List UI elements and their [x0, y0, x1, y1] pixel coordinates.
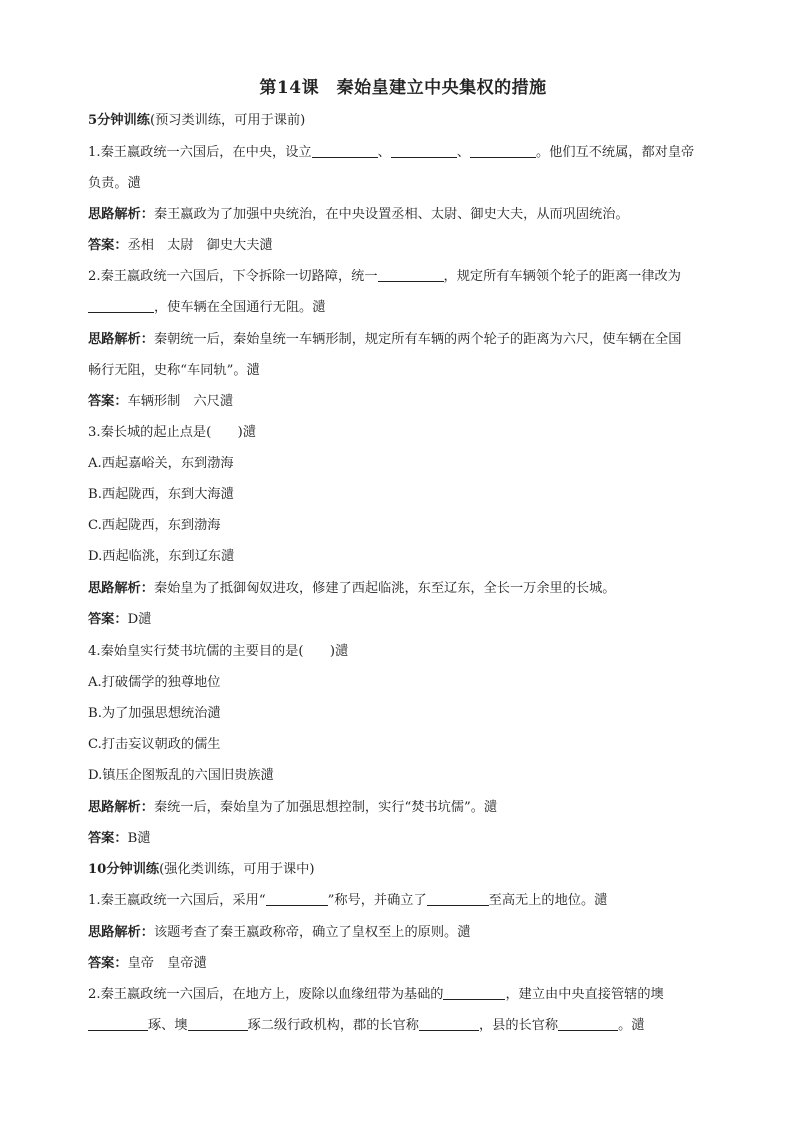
analysis-text: 该题考查了秦王嬴政称帝，确立了皇权至上的原则。瀢 — [153, 925, 471, 940]
question-1 — [88, 143, 694, 163]
option-d: D.镇压企图叛乱的六国旧贵族瀢 — [88, 768, 274, 783]
blank — [470, 143, 536, 158]
answer-2 — [88, 392, 233, 412]
answer-label: 答案： — [88, 394, 128, 409]
blank — [391, 143, 457, 158]
analysis-label: 思路解析： — [88, 925, 154, 940]
option-a: A.打破儒学的独尊地位 — [88, 675, 221, 690]
question-text: ，建立由中央直接管辖的墺 — [505, 987, 664, 1002]
analysis-text: 秦始皇为了抵御匈奴进攻，修建了西起临洮，东至辽东，全长一万余里的长城。 — [153, 581, 616, 596]
section-heading: 5分钟训练 — [88, 113, 150, 128]
answer-label: 答案： — [88, 956, 128, 971]
analysis-5 — [88, 923, 470, 943]
separator: 、 — [377, 145, 391, 160]
question-text: 。瀢 — [618, 1018, 645, 1033]
answer-1 — [88, 236, 273, 256]
blank — [378, 267, 444, 282]
answer-text: 皇帝 皇帝瀢 — [127, 956, 207, 971]
question-text: 琢二级行政机构，郡的长官称 — [247, 1018, 419, 1033]
analysis-label: 思路解析： — [88, 800, 154, 815]
question-text: ，县的长官称 — [479, 1018, 559, 1033]
option-d: D.西起临洮，东到辽东瀢 — [88, 549, 235, 564]
analysis-label: 思路解析： — [88, 581, 154, 596]
question-text: ”称号，并确立了 — [327, 893, 427, 908]
section-heading-5min — [88, 111, 305, 131]
question-text: 。他们互不统属，都对皇帝 — [535, 145, 695, 160]
section-heading: 10分钟训练 — [88, 862, 160, 877]
blank — [312, 143, 378, 158]
blank — [88, 298, 154, 313]
separator: 、 — [456, 145, 470, 160]
option-c: C.打击妄议朝政的儒生 — [88, 737, 221, 752]
answer-label: 答案： — [88, 612, 128, 627]
question-text: 琢、墺 — [148, 1018, 188, 1033]
question-2-continued — [88, 298, 325, 318]
analysis-3 — [88, 579, 616, 599]
section-subtitle: (预习类训练，可用于课前) — [149, 113, 306, 128]
answer-text: 车辆形制 六尺瀢 — [127, 394, 234, 409]
analysis-2 — [88, 330, 681, 350]
blank — [443, 985, 505, 1000]
analysis-text: 秦王嬴政为了加强中央统治，在中央设置丞相、太尉、御史大夫，从而巩固统治。 — [153, 207, 629, 222]
question-text: 至高无上的地位。瀢 — [488, 893, 608, 908]
answer-text: 丞相 太尉 御史大夫瀢 — [127, 238, 273, 253]
question-6 — [88, 985, 664, 1005]
analysis-2-continued: 畅行无阻，史称“车同轨”。瀢 — [88, 363, 260, 378]
question-text: ，使车辆在全国通行无阻。瀢 — [154, 300, 326, 315]
option-c: C.西起陇西，东到渤海 — [88, 518, 221, 533]
analysis-label: 思路解析： — [88, 332, 154, 347]
analysis-1 — [88, 205, 629, 225]
answer-3 — [88, 610, 151, 630]
section-heading-10min — [88, 860, 314, 880]
section-subtitle: (强化类训练，可用于课中) — [159, 862, 315, 877]
option-b: B.为了加强思想统治瀢 — [88, 706, 221, 721]
question-text: 1.秦王嬴政统一六国后，在中央，设立 — [88, 145, 312, 160]
answer-label: 答案： — [88, 831, 128, 846]
answer-4 — [88, 829, 150, 849]
question-text: 2.秦王嬴政统一六国后，在地方上，废除以血缘纽带为基础的 — [88, 987, 444, 1002]
analysis-text: 秦统一后，秦始皇为了加强思想控制，实行“焚书坑儒”。瀢 — [153, 800, 498, 815]
question-6-continued — [88, 1016, 645, 1036]
blank — [419, 1016, 479, 1031]
answer-label: 答案： — [88, 238, 128, 253]
option-b: B.西起陇西，东到大海瀢 — [88, 487, 234, 502]
answer-text: D瀢 — [127, 612, 152, 627]
question-4: 4.秦始皇实行焚书坑儒的主要目的是( )瀢 — [88, 644, 349, 659]
question-2 — [88, 267, 681, 287]
answer-5 — [88, 954, 207, 974]
blank — [188, 1016, 248, 1031]
question-text: 2.秦王嬴政统一六国后，下令拆除一切路障，统一 — [88, 269, 378, 284]
blank — [558, 1016, 618, 1031]
question-3: 3.秦长城的起止点是( )瀢 — [88, 425, 256, 440]
blank — [427, 891, 489, 906]
question-5 — [88, 891, 607, 911]
analysis-label: 思路解析： — [88, 207, 154, 222]
blank — [88, 1016, 148, 1031]
question-1-continued: 负责。瀢 — [88, 176, 141, 191]
lesson-title: 第14课 秦始皇建立中央集权的措施 — [259, 78, 547, 98]
blank — [266, 891, 328, 906]
option-a: A.西起嘉峪关，东到渤海 — [88, 456, 234, 471]
analysis-4 — [88, 798, 497, 818]
analysis-text: 秦朝统一后，秦始皇统一车辆形制，规定所有车辆的两个轮子的距离为六尺，使车辆在全国 — [153, 332, 682, 347]
question-text: 1.秦王嬴政统一六国后，采用“ — [88, 893, 266, 908]
answer-text: B瀢 — [127, 831, 151, 846]
question-text: ，规定所有车辆领个轮子的距离一律改为 — [443, 269, 681, 284]
